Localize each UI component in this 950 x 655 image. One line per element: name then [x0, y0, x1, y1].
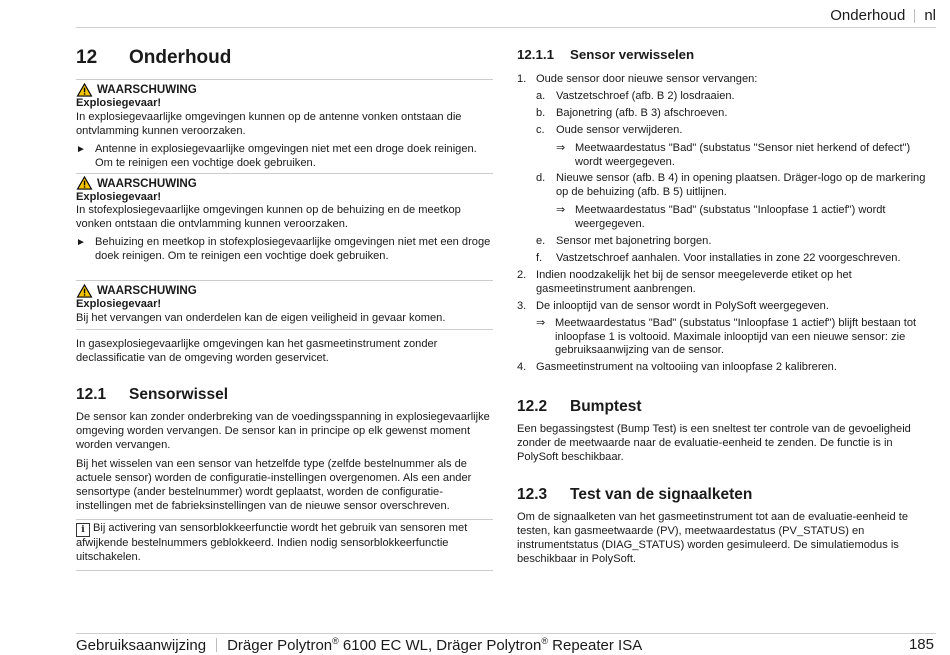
- list-item: c. Oude sensor verwijderen.: [536, 123, 683, 136]
- warning-block-2: [76, 173, 493, 265]
- page-footer: [76, 636, 642, 654]
- warning-hazard: Explosiegevaar!: [76, 190, 162, 203]
- section-number: 12.1: [76, 385, 107, 403]
- list-item: 2. Indien noodzakelijk het bij de sensor meegeleverde etiket op het gasmeetinstrument aanbrengen.: [517, 268, 852, 295]
- chapter-title: Onderhoud: [129, 47, 232, 68]
- paragraph-sensor-swap: De sensor kan zonder onderbreking van de voedingsspanning in explosiegevaarlijke omgeving worden vervangen. De sensor kan in principe op elk gewenst moment worden vervangen.: [76, 410, 490, 451]
- paragraph-servicing: In gasexplosiegevaarlijke omgevingen kan het gasmeetinstrument zonder declassificatie van de omgeving worden geservicet.: [76, 337, 438, 364]
- footer-rule: [76, 633, 936, 634]
- paragraph-bumptest: Een begassingstest (Bump Test) is een sneltest ter controle van de gevoeligheid zonder de meetwaarde naar de evaluatie-eenheid te zenden. De functie is in PolySoft beschikbaar.: [517, 423, 911, 464]
- list-item: b. Bajonetring (afb. B 3) afschroeven.: [536, 106, 728, 119]
- warning-action: ► Antenne in explosiegevaarlijke omgevingen niet met een droge doek reinigen. Om te reinigen een vochtige doek gebruiken.: [76, 142, 477, 169]
- footer-doc-type: Gebruiksaanwijzing: [76, 636, 207, 654]
- list-item: e. Sensor met bajonetring borgen.: [536, 235, 712, 248]
- list-item: 4. Gasmeetinstrument na voltooiing van inloopfase 2 kalibreren.: [517, 361, 837, 374]
- list-item: a. Vastzetschroef (afb. B 2) losdraaien.: [536, 89, 735, 102]
- warning-triangle-icon: [76, 176, 93, 190]
- info-note: [76, 519, 493, 571]
- result-line: ⇒ Meetwaardestatus "Bad" (substatus "Sensor niet herkend of defect") wordt weergegeven.: [556, 141, 911, 168]
- section-title: Bumptest: [570, 398, 642, 416]
- list-item: d. Nieuwe sensor (afb. B 4) in opening plaatsen. Dräger-logo op de markering op de behuizing (afb. B 5) uitlijnen.: [536, 172, 926, 199]
- result-line: ⇒ Meetwaardestatus "Bad" (substatus "Inloopfase 1 actief") blijft bestaan tot inloopfase 1 is voltooid. Maximale inlooptijd van een nieuwe sensor: zie gebruiksaanwijzing van de sensor.: [536, 316, 917, 357]
- warning-text: Bij het vervangen van onderdelen kan de eigen veiligheid in gevaar komen.: [76, 311, 446, 324]
- header-rule: [76, 27, 936, 28]
- warning-triangle-icon: [76, 284, 93, 298]
- header-separator: [914, 9, 915, 23]
- warning-hazard: Explosiegevaar!: [76, 298, 162, 311]
- list-item: 1. Oude sensor door nieuwe sensor vervangen:: [517, 73, 758, 85]
- page-number: 185: [908, 636, 934, 653]
- section-heading-12-1-1: [517, 46, 933, 64]
- info-icon: i: [76, 523, 90, 537]
- section-title: Sensorwissel: [129, 385, 229, 403]
- section-number: 12.2: [517, 398, 548, 416]
- action-arrow-icon: ►: [76, 143, 86, 155]
- result-line: ⇒ Meetwaardestatus "Bad" (substatus "Inloopfase 1 actief") wordt weergegeven.: [556, 204, 886, 231]
- section-title: Test van de signaalketen: [570, 485, 753, 503]
- right-column: [517, 46, 933, 567]
- warning-text: In explosiegevaarlijke omgevingen kunnen op de antenne vonken ontstaan die ontvlamming kunnen veroorzaken.: [76, 110, 462, 137]
- left-column: [76, 46, 493, 571]
- warning-title: WAARSCHUWING: [97, 83, 197, 96]
- warning-action: ► Behuizing en meetkop in stofexplosiegevaarlijke omgevingen niet met een droge doek reinigen. Om te reinigen een vochtige doek gebruiken.: [76, 236, 491, 263]
- procedure-list: [517, 73, 933, 375]
- section-number: 12.1.1: [517, 47, 554, 62]
- chapter-number: 12: [76, 47, 98, 68]
- page-header: [830, 7, 936, 24]
- list-item: f. Vastzetschroef aanhalen. Voor installaties in zone 22 voorgeschreven.: [536, 251, 901, 264]
- list-item: 3. De inlooptijd van de sensor wordt in PolySoft weergegeven.: [517, 299, 829, 312]
- result-arrow-icon: ⇒: [556, 141, 566, 154]
- section-title: Sensor verwisselen: [570, 47, 695, 62]
- action-arrow-icon: ►: [76, 237, 86, 249]
- warning-text: In stofexplosiegevaarlijke omgevingen kunnen op de behuizing en de meetkop vonken ontstaan die ontvlamming kunnen veroorzaken.: [76, 204, 461, 231]
- footer-separator: [216, 638, 217, 652]
- header-section: Onderhoud: [830, 7, 906, 24]
- warning-triangle-icon: [76, 83, 93, 97]
- result-arrow-icon: ⇒: [536, 316, 546, 329]
- section-heading-12-1: [76, 385, 493, 405]
- warning-hazard: Explosiegevaar!: [76, 97, 162, 109]
- footer-product: Dräger Polytron® 6100 EC WL, Dräger Polytron® Repeater ISA: [227, 636, 643, 654]
- paragraph-sensor-config: Bij het wisselen van een sensor van hetzelfde type (zelfde bestelnummer als de actuele sensor) worden de configuratie-instellingen overgenomen. Als een ander sensortype (ander bestelnummer) wordt geplaatst, worden de configuratie-instellingen met de fabrieksinstellingen van de nieuwe sensor overschreven.: [76, 458, 472, 513]
- result-arrow-icon: ⇒: [556, 204, 566, 217]
- section-number: 12.3: [517, 485, 548, 503]
- section-heading-12-3: [517, 485, 933, 505]
- warning-title: WAARSCHUWING: [97, 284, 197, 298]
- warning-block-3: [76, 280, 493, 330]
- chapter-heading: [76, 46, 493, 70]
- paragraph-signal-chain: Om de signaalketen van het gasmeetinstrument tot aan de evaluatie-eenheid te testen, kan gasmeetwaarde (PV), meetwaardestatus (PV_STATUS) en instrumentstatus (DIAG_STATUS) worden gesimuleerd. De simulatiemodus is beschikbaar in PolySoft.: [517, 510, 908, 565]
- info-note-text: Bij activering van sensorblokkeerfunctie wordt het gebruik van sensoren met afwijkende bestelnummers geblokkeerd. Indien nodig sensorblokkeerfunctie uitschakelen.: [76, 522, 468, 563]
- warning-title: WAARSCHUWING: [97, 176, 197, 190]
- warning-block-1: [76, 79, 493, 171]
- sub-list: [517, 90, 933, 266]
- section-heading-12-2: [517, 397, 933, 417]
- header-language: nl: [924, 7, 936, 24]
